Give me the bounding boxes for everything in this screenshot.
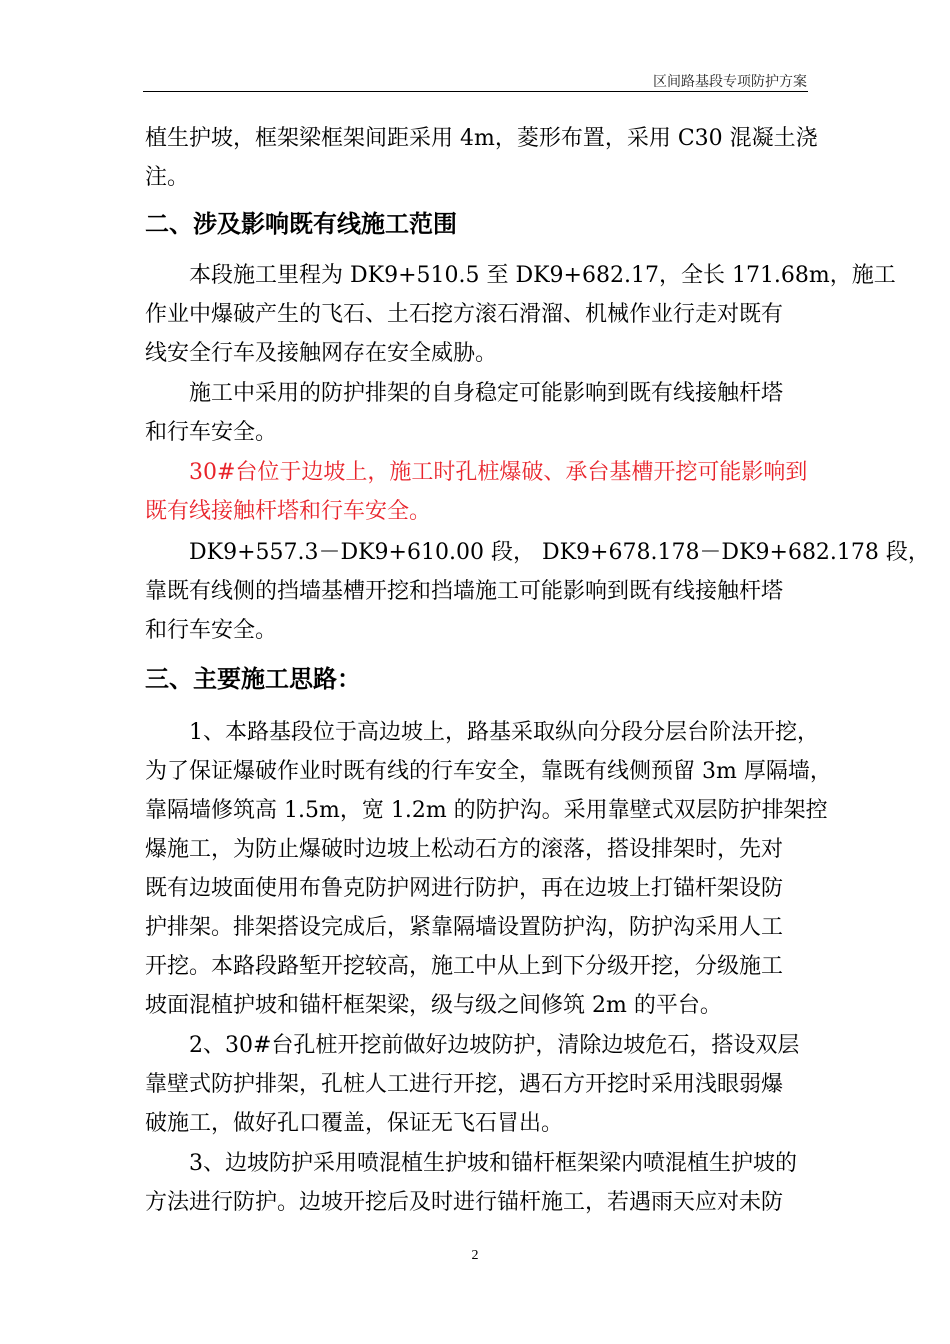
text-line: 30#台位于边坡上，施工时孔桩爆破、承台基槽开挖可能影响到	[145, 460, 808, 485]
header-divider	[143, 91, 808, 92]
text-line: 方法进行防护。边坡开挖后及时进行锚杆施工，若遇雨天应对未防	[145, 1190, 784, 1215]
text-line: 2、30#台孔桩开挖前做好边坡防护，清除边坡危石，搭设双层	[145, 1033, 800, 1058]
text-line: 1、本路基段位于高边坡上，路基采取纵向分段分层台阶法开挖，	[145, 720, 819, 745]
text-line: 施工中采用的防护排架的自身稳定可能影响到既有线接触杆塔	[145, 381, 784, 406]
text-line: 爆施工，为防止爆破时边坡上松动石方的滚落，搭设排架时，先对	[145, 837, 784, 862]
text-line: DK9+557.3－DK9+610.00 段， DK9+678.178－DK9+682.178 段，	[145, 540, 930, 565]
text-line: 3、边坡防护采用喷混植生护坡和锚杆框架梁内喷混植生护坡的	[145, 1151, 797, 1176]
section2-paragraph-4	[145, 533, 930, 650]
page-number: 2	[471, 1248, 479, 1263]
text-line: 破施工，做好孔口覆盖，保证无飞石冒出。	[145, 1111, 564, 1136]
section2-paragraph-1	[145, 256, 896, 373]
section-heading-2: 二、涉及影响既有线施工范围	[145, 210, 457, 238]
text-line: 植生护坡，框架梁框架间距采用 4m，菱形布置，采用 C30 混凝土浇	[145, 126, 818, 151]
text-line: 靠壁式防护排架，孔桩人工进行开挖，遇石方开挖时采用浅眼弱爆	[145, 1072, 784, 1097]
text-line: 和行车安全。	[145, 420, 278, 445]
text-line: 和行车安全。	[145, 618, 278, 643]
text-line: 既有边坡面使用布鲁克防护网进行防护，再在边坡上打锚杆架设防	[145, 876, 784, 901]
section2-paragraph-3-highlight	[145, 453, 807, 531]
text-line: 靠隔墙修筑高 1.5m，宽 1.2m 的防护沟。采用靠壁式双层防护排架控	[145, 798, 828, 823]
intro-paragraph	[145, 119, 818, 197]
section3-paragraph-1	[145, 713, 832, 1025]
section3-paragraph-3	[145, 1144, 797, 1222]
text-line: 既有线接触杆塔和行车安全。	[145, 499, 432, 524]
text-line: 本段施工里程为 DK9+510.5 至 DK9+682.17，全长 171.68m，施工	[145, 263, 896, 288]
section3-paragraph-2	[145, 1026, 799, 1143]
text-line: 靠既有线侧的挡墙基槽开挖和挡墙施工可能影响到既有线接触杆塔	[145, 579, 784, 604]
text-line: 护排架。排架搭设完成后，紧靠隔墙设置防护沟，防护沟采用人工	[145, 915, 784, 940]
text-line: 注。	[145, 165, 190, 190]
text-line: 坡面混植护坡和锚杆框架梁，级与级之间修筑 2m 的平台。	[145, 993, 722, 1018]
text-line: 作业中爆破产生的飞石、土石挖方滚石滑溜、机械作业行走对既有	[145, 302, 784, 327]
section2-paragraph-2	[145, 374, 783, 452]
text-line: 为了保证爆破作业时既有线的行车安全，靠既有线侧预留 3m 厚隔墙，	[145, 759, 832, 784]
section-heading-3: 三、主要施工思路：	[145, 665, 361, 693]
text-line: 线安全行车及接触网存在安全威胁。	[145, 341, 498, 366]
header-title: 区间路基段专项防护方案	[653, 74, 807, 90]
text-line: 开挖。本路段路堑开挖较高，施工中从上到下分级开挖，分级施工	[145, 954, 784, 979]
